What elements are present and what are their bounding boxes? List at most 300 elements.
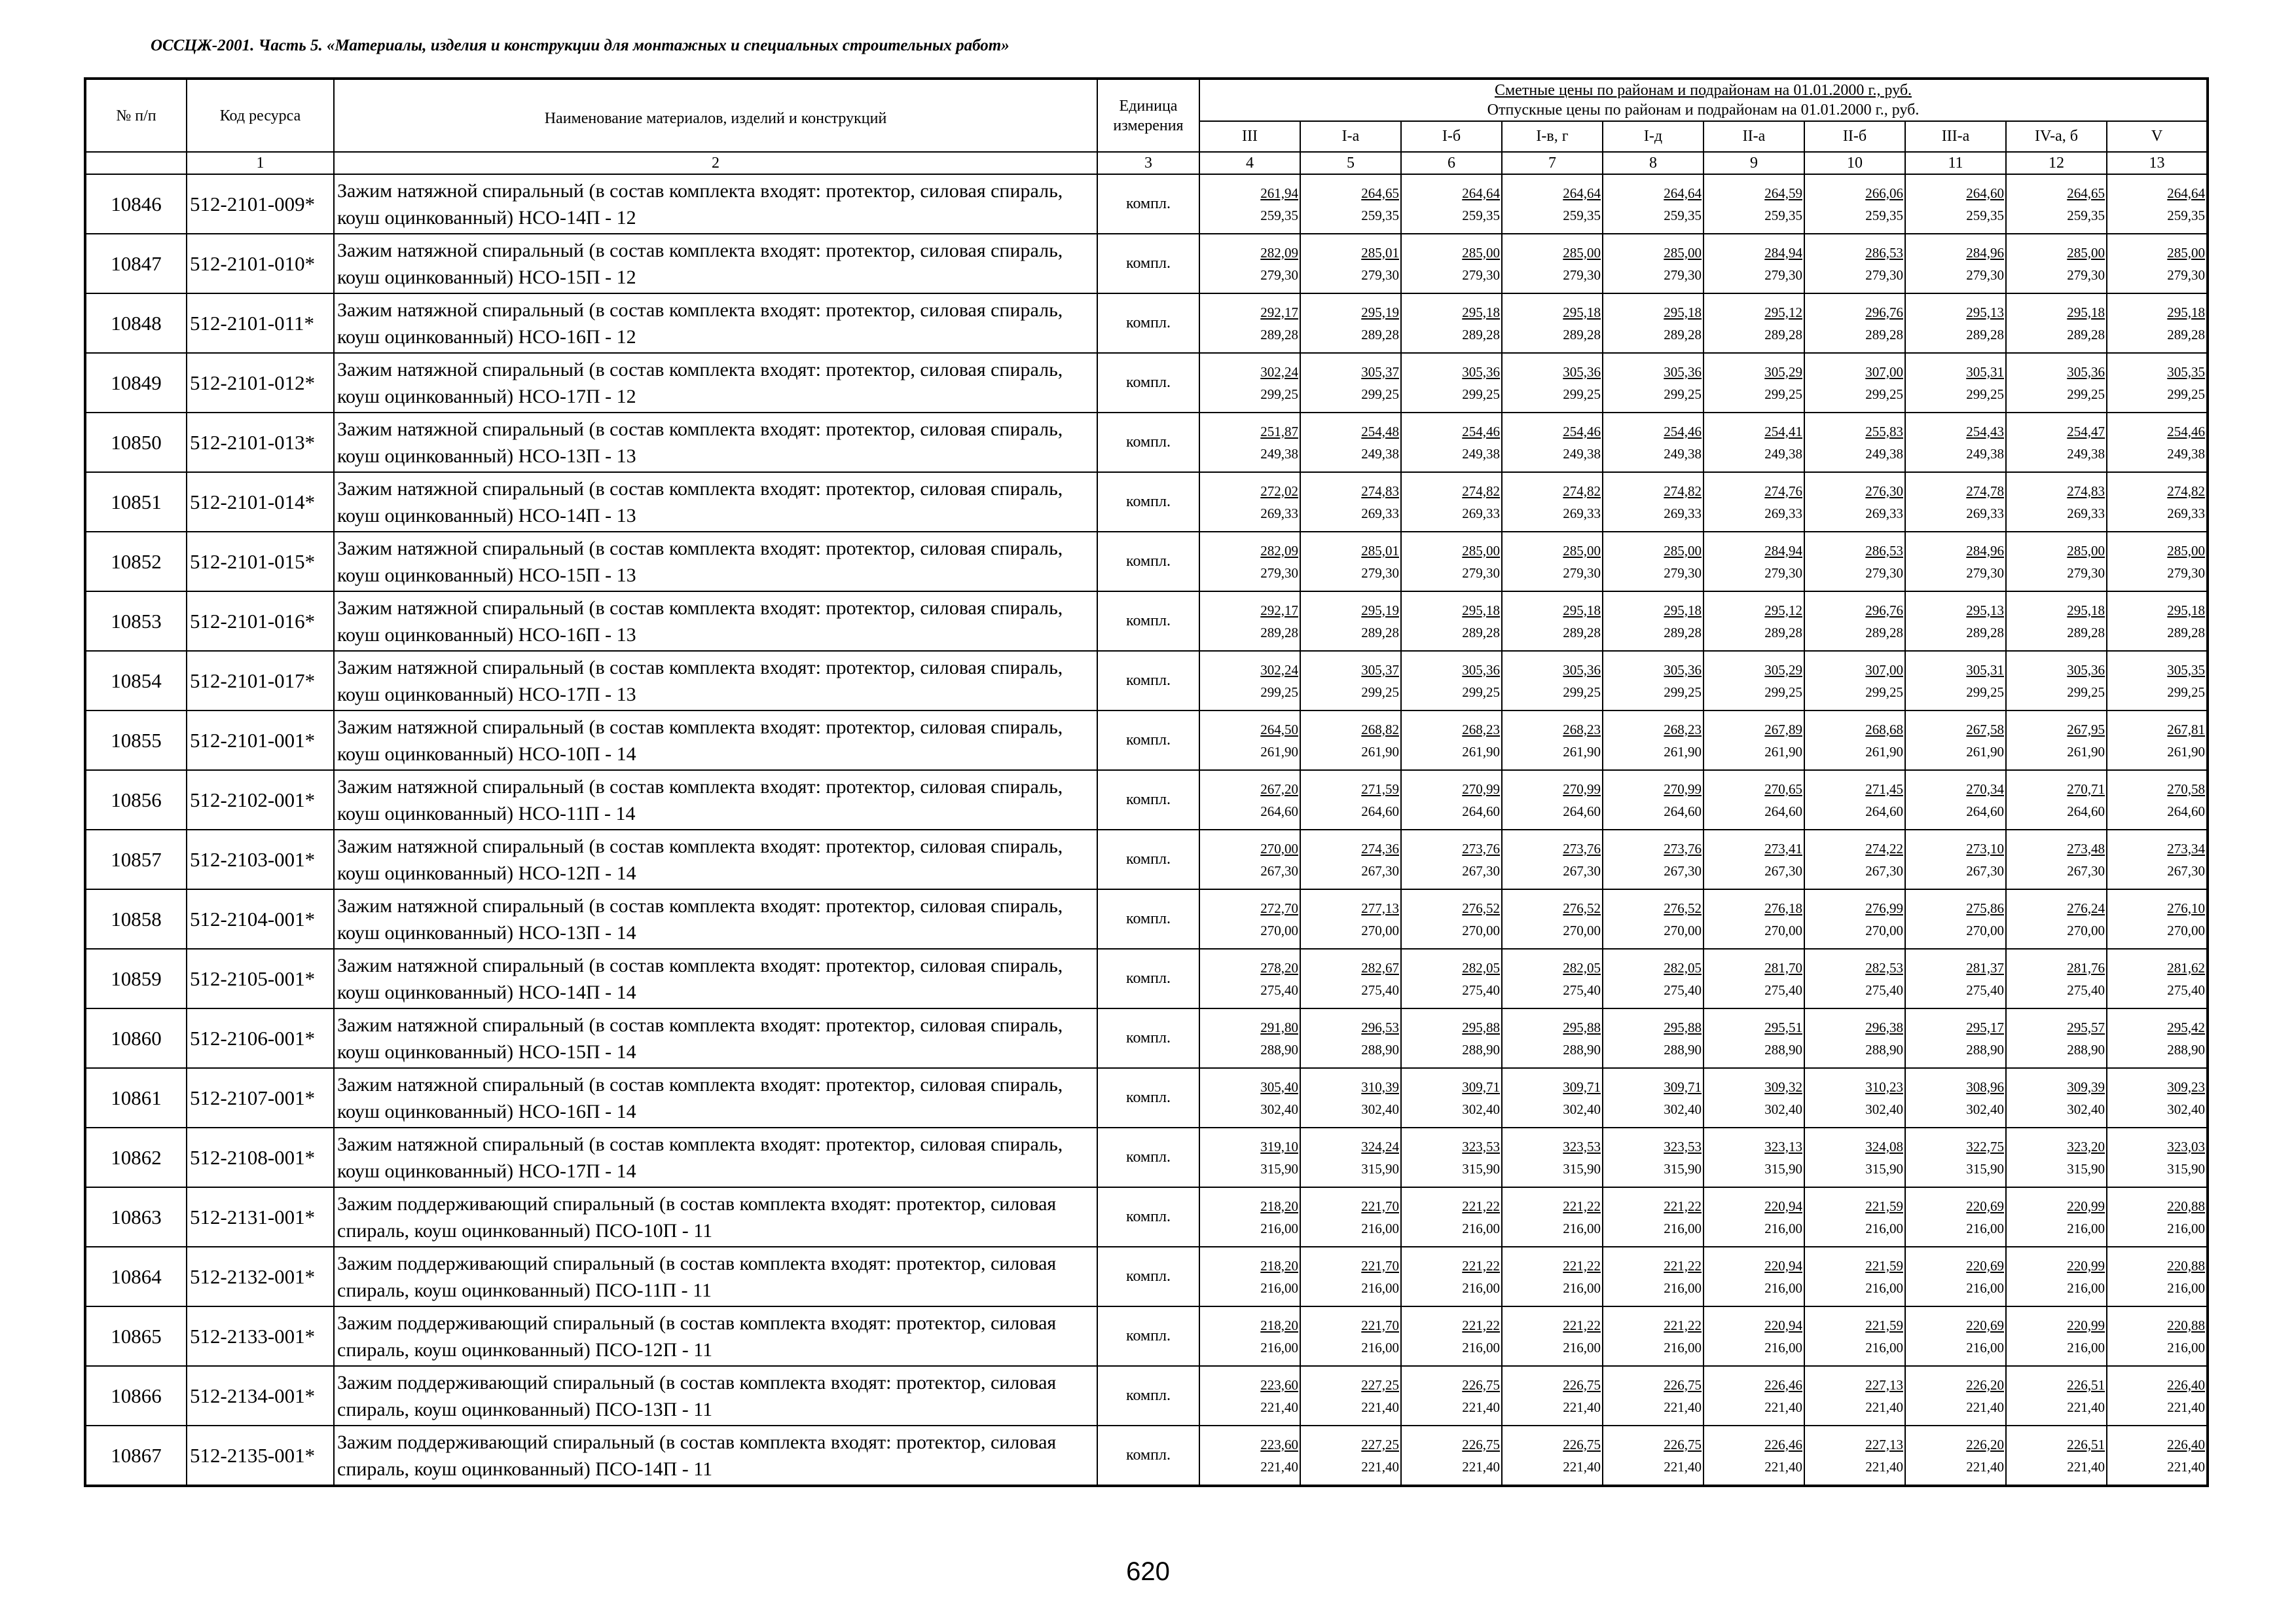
price-cell	[1199, 1366, 1300, 1426]
price-cell	[1603, 889, 1704, 949]
price-cell	[1603, 353, 1704, 413]
price-cell	[1502, 1366, 1603, 1426]
unit-of-measure: компл.	[1097, 710, 1199, 770]
price-cell	[1300, 1128, 1401, 1187]
estimated-price: 284,96	[1966, 244, 2004, 261]
estimated-price: 324,24	[1361, 1138, 1399, 1154]
estimated-price: 305,36	[1664, 363, 1702, 380]
estimated-price: 295,18	[1462, 304, 1500, 320]
estimated-price: 220,69	[1966, 1198, 2004, 1214]
price-cell	[2006, 1008, 2107, 1068]
price-cell	[1704, 1128, 1804, 1187]
price-cell	[1401, 174, 1502, 234]
price-cell	[1804, 830, 1905, 889]
row-number: 10858	[85, 889, 187, 949]
estimated-price: 220,94	[1764, 1317, 1802, 1333]
unit-of-measure: компл.	[1097, 1247, 1199, 1306]
release-price: 221,40	[1966, 1399, 2004, 1415]
price-cell	[1704, 591, 1804, 651]
column-number: 1	[187, 152, 334, 174]
resource-code: 512-2101-009*	[187, 174, 334, 234]
price-cell	[1603, 1008, 1704, 1068]
release-price: 261,90	[1664, 743, 1702, 760]
price-cell	[1905, 889, 2006, 949]
estimated-price: 295,42	[2167, 1019, 2206, 1035]
unit-of-measure: компл.	[1097, 1426, 1199, 1486]
estimated-price: 218,20	[1260, 1257, 1298, 1274]
price-cell	[2006, 1247, 2107, 1306]
resource-code: 512-2132-001*	[187, 1247, 334, 1306]
price-cell	[1704, 234, 1804, 293]
unit-of-measure: компл.	[1097, 1366, 1199, 1426]
release-price: 221,40	[1260, 1458, 1298, 1475]
release-price: 249,38	[1563, 445, 1601, 462]
document-header: ОССЦЖ-2001. Часть 5. «Материалы, изделия и конструкции для монтажных и специальных строительных работ»	[151, 37, 1010, 54]
estimated-price: 319,10	[1260, 1138, 1298, 1154]
price-cell	[1199, 1128, 1300, 1187]
price-cell	[1300, 889, 1401, 949]
release-price: 269,33	[1462, 505, 1500, 521]
release-price: 249,38	[1966, 445, 2004, 462]
release-price: 216,00	[1361, 1280, 1399, 1296]
material-name: Зажим натяжной спиральный (в состав комплекта входят: протектор, силовая спираль, коуш оцинкованный) НСО-11П - 14	[334, 770, 1097, 830]
release-price: 289,28	[2067, 624, 2105, 640]
release-price: 221,40	[1764, 1399, 1802, 1415]
estimated-price: 220,94	[1764, 1198, 1802, 1214]
estimated-price: 309,71	[1563, 1079, 1601, 1095]
release-price: 279,30	[1361, 564, 1399, 581]
resource-code: 512-2106-001*	[187, 1008, 334, 1068]
release-price: 267,30	[1462, 862, 1500, 879]
price-cell	[2006, 1366, 2107, 1426]
estimated-price: 310,39	[1361, 1079, 1399, 1095]
release-price: 288,90	[1361, 1041, 1399, 1058]
price-cell	[1603, 830, 1704, 889]
material-name: Зажим натяжной спиральный (в состав комплекта входят: протектор, силовая спираль, коуш оцинкованный) НСО-17П - 12	[334, 353, 1097, 413]
estimated-price: 221,22	[1462, 1198, 1500, 1214]
estimated-price: 227,13	[1865, 1376, 1903, 1393]
table-row	[85, 830, 2208, 889]
estimated-price: 295,18	[2167, 602, 2206, 618]
estimated-price: 273,34	[2167, 840, 2206, 857]
unit-of-measure: компл.	[1097, 413, 1199, 472]
table-row	[85, 949, 2208, 1008]
estimated-price: 264,64	[1462, 185, 1500, 201]
estimated-price: 226,51	[2067, 1376, 2105, 1393]
header-prices	[1199, 79, 2208, 121]
release-price: 299,25	[1260, 386, 1298, 402]
estimated-price: 254,46	[1664, 423, 1702, 439]
price-cell	[1603, 532, 1704, 591]
release-price: 275,40	[1764, 982, 1802, 998]
release-price: 299,25	[2167, 684, 2206, 700]
price-cell	[1603, 710, 1704, 770]
estimated-price: 295,12	[1764, 602, 1802, 618]
estimated-price: 221,70	[1361, 1257, 1399, 1274]
release-price: 267,30	[1764, 862, 1802, 879]
estimated-price: 218,20	[1260, 1198, 1298, 1214]
price-cell	[2006, 591, 2107, 651]
price-cell	[2107, 293, 2208, 353]
release-price: 275,40	[1664, 982, 1702, 998]
price-cell	[1905, 532, 2006, 591]
estimated-price: 221,22	[1664, 1317, 1702, 1333]
resource-code: 512-2105-001*	[187, 949, 334, 1008]
price-cell	[2006, 949, 2107, 1008]
release-price: 221,40	[1361, 1458, 1399, 1475]
table-row	[85, 1426, 2208, 1486]
estimated-price: 274,83	[1361, 483, 1399, 499]
price-cell	[1704, 1068, 1804, 1128]
estimated-price: 295,12	[1764, 304, 1802, 320]
region-header: III-а	[1905, 121, 2006, 152]
release-price: 279,30	[2067, 564, 2105, 581]
price-cell	[1300, 770, 1401, 830]
price-cell	[1905, 591, 2006, 651]
release-price: 261,90	[1260, 743, 1298, 760]
region-header: II-а	[1704, 121, 1804, 152]
release-price: 269,33	[2067, 505, 2105, 521]
estimated-price: 220,88	[2167, 1198, 2206, 1214]
row-number: 10864	[85, 1247, 187, 1306]
resource-code: 512-2101-012*	[187, 353, 334, 413]
resource-code: 512-2134-001*	[187, 1366, 334, 1426]
estimated-price: 295,57	[2067, 1019, 2105, 1035]
region-header: IV-а, б	[2006, 121, 2107, 152]
release-price: 216,00	[1563, 1280, 1601, 1296]
price-cell	[1603, 1128, 1704, 1187]
release-price: 299,25	[1361, 386, 1399, 402]
price-cell	[1401, 293, 1502, 353]
release-price: 216,00	[1260, 1220, 1298, 1236]
estimated-price: 267,81	[2167, 721, 2206, 737]
row-number: 10854	[85, 651, 187, 710]
release-price: 299,25	[1966, 386, 2004, 402]
estimated-price: 264,59	[1764, 185, 1802, 201]
release-price: 279,30	[1966, 564, 2004, 581]
price-cell	[1704, 1366, 1804, 1426]
price-cell	[1502, 1068, 1603, 1128]
release-price: 288,90	[1664, 1041, 1702, 1058]
estimated-price: 295,18	[1664, 304, 1702, 320]
price-cell	[1300, 293, 1401, 353]
price-cell	[1804, 532, 1905, 591]
estimated-price: 295,18	[1664, 602, 1702, 618]
unit-of-measure: компл.	[1097, 1306, 1199, 1366]
estimated-price: 221,22	[1563, 1198, 1601, 1214]
price-cell	[1502, 1306, 1603, 1366]
resource-code: 512-2133-001*	[187, 1306, 334, 1366]
estimated-price: 305,36	[2067, 661, 2105, 678]
estimated-price: 284,94	[1764, 542, 1802, 559]
release-price: 302,40	[1361, 1101, 1399, 1117]
release-price: 289,28	[1764, 326, 1802, 342]
estimated-price: 226,51	[2067, 1436, 2105, 1452]
price-cell	[1603, 472, 1704, 532]
estimated-price: 270,99	[1462, 781, 1500, 797]
estimated-price: 221,59	[1865, 1317, 1903, 1333]
estimated-price: 296,53	[1361, 1019, 1399, 1035]
price-cell	[2107, 1187, 2208, 1247]
unit-of-measure: компл.	[1097, 293, 1199, 353]
estimated-price: 285,00	[1563, 542, 1601, 559]
release-price: 216,00	[1966, 1280, 2004, 1296]
material-name: Зажим натяжной спиральный (в состав комплекта входят: протектор, силовая спираль, коуш оцинкованный) НСО-14П - 13	[334, 472, 1097, 532]
unit-of-measure: компл.	[1097, 174, 1199, 234]
unit-of-measure: компл.	[1097, 591, 1199, 651]
release-price: 267,30	[1260, 862, 1298, 879]
release-price: 216,00	[2067, 1339, 2105, 1356]
estimated-price: 220,69	[1966, 1317, 2004, 1333]
estimated-price: 305,36	[1664, 661, 1702, 678]
release-price: 216,00	[1361, 1220, 1399, 1236]
row-number: 10867	[85, 1426, 187, 1486]
unit-of-measure: компл.	[1097, 651, 1199, 710]
estimated-price: 226,20	[1966, 1436, 2004, 1452]
release-price: 249,38	[2067, 445, 2105, 462]
estimated-price: 276,10	[2167, 900, 2206, 916]
column-number: 9	[1704, 152, 1804, 174]
header-release-prices: Отпускные цены по районам и подрайонам на 01.01.2000 г., руб.	[1487, 101, 1920, 119]
estimated-price: 295,18	[1563, 304, 1601, 320]
estimated-price: 309,23	[2167, 1079, 2206, 1095]
estimated-price: 274,82	[1462, 483, 1500, 499]
price-cell	[1905, 949, 2006, 1008]
release-price: 289,28	[1563, 624, 1601, 640]
release-price: 299,25	[1664, 684, 1702, 700]
price-cell	[1603, 1187, 1704, 1247]
release-price: 275,40	[2167, 982, 2206, 998]
estimated-price: 221,22	[1462, 1257, 1500, 1274]
price-cell	[2107, 770, 2208, 830]
price-cell	[2006, 830, 2107, 889]
estimated-price: 254,48	[1361, 423, 1399, 439]
release-price: 302,40	[2067, 1101, 2105, 1117]
release-price: 302,40	[1764, 1101, 1802, 1117]
release-price: 279,30	[1664, 564, 1702, 581]
row-number: 10863	[85, 1187, 187, 1247]
price-cell	[1804, 234, 1905, 293]
unit-of-measure: компл.	[1097, 1128, 1199, 1187]
price-cell	[2107, 830, 2208, 889]
estimated-price: 226,46	[1764, 1436, 1802, 1452]
release-price: 299,25	[1764, 386, 1802, 402]
estimated-price: 305,29	[1764, 363, 1802, 380]
release-price: 216,00	[1563, 1339, 1601, 1356]
material-name: Зажим натяжной спиральный (в состав комплекта входят: протектор, силовая спираль, коуш оцинкованный) НСО-10П - 14	[334, 710, 1097, 770]
release-price: 221,40	[1764, 1458, 1802, 1475]
price-cell	[2107, 1128, 2208, 1187]
price-cell	[1300, 591, 1401, 651]
unit-of-measure: компл.	[1097, 532, 1199, 591]
row-number: 10861	[85, 1068, 187, 1128]
row-number: 10856	[85, 770, 187, 830]
price-cell	[1199, 889, 1300, 949]
release-price: 302,40	[1563, 1101, 1601, 1117]
price-cell	[2107, 710, 2208, 770]
price-cell	[2006, 710, 2107, 770]
estimated-price: 281,70	[1764, 959, 1802, 976]
estimated-price: 271,59	[1361, 781, 1399, 797]
estimated-price: 282,09	[1260, 542, 1298, 559]
release-price: 269,33	[1865, 505, 1903, 521]
estimated-price: 268,68	[1865, 721, 1903, 737]
estimated-price: 295,19	[1361, 304, 1399, 320]
resource-code: 512-2101-013*	[187, 413, 334, 472]
estimated-price: 221,22	[1563, 1257, 1601, 1274]
release-price: 279,30	[1462, 267, 1500, 283]
release-price: 249,38	[1462, 445, 1500, 462]
release-price: 216,00	[1865, 1220, 1903, 1236]
release-price: 270,00	[1462, 922, 1500, 938]
price-cell	[1603, 1247, 1704, 1306]
release-price: 216,00	[1966, 1220, 2004, 1236]
release-price: 299,25	[1361, 684, 1399, 700]
price-cell	[1502, 949, 1603, 1008]
resource-code: 512-2104-001*	[187, 889, 334, 949]
release-price: 261,90	[1865, 743, 1903, 760]
table-body	[85, 174, 2208, 1486]
price-cell	[2006, 413, 2107, 472]
price-cell	[1905, 830, 2006, 889]
estimated-price: 254,47	[2067, 423, 2105, 439]
release-price: 275,40	[1462, 982, 1500, 998]
row-number: 10865	[85, 1306, 187, 1366]
release-price: 259,35	[1462, 207, 1500, 223]
estimated-price: 274,78	[1966, 483, 2004, 499]
estimated-price: 272,02	[1260, 483, 1298, 499]
price-cell	[1704, 1306, 1804, 1366]
release-price: 261,90	[1764, 743, 1802, 760]
price-cell	[1502, 1128, 1603, 1187]
estimated-price: 270,34	[1966, 781, 2004, 797]
price-cell	[2006, 353, 2107, 413]
price-cell	[1804, 293, 1905, 353]
region-header: III	[1199, 121, 1300, 152]
estimated-price: 270,71	[2067, 781, 2105, 797]
release-price: 216,00	[1462, 1280, 1500, 1296]
estimated-price: 322,75	[1966, 1138, 2004, 1154]
price-cell	[2006, 293, 2107, 353]
price-cell	[1603, 651, 1704, 710]
estimated-price: 264,60	[1966, 185, 2004, 201]
release-price: 289,28	[1361, 326, 1399, 342]
estimated-price: 307,00	[1865, 363, 1903, 380]
price-cell	[1704, 949, 1804, 1008]
release-price: 216,00	[1764, 1280, 1802, 1296]
estimated-price: 264,65	[1361, 185, 1399, 201]
release-price: 299,25	[2067, 684, 2105, 700]
price-cell	[1502, 353, 1603, 413]
estimated-price: 324,08	[1865, 1138, 1903, 1154]
release-price: 259,35	[2167, 207, 2206, 223]
estimated-price: 221,22	[1664, 1257, 1702, 1274]
price-cell	[1804, 1068, 1905, 1128]
release-price: 221,40	[1260, 1399, 1298, 1415]
release-price: 216,00	[1664, 1220, 1702, 1236]
table-row	[85, 770, 2208, 830]
estimated-price: 285,00	[2067, 542, 2105, 559]
table-row	[85, 472, 2208, 532]
estimated-price: 271,45	[1865, 781, 1903, 797]
estimated-price: 274,82	[1563, 483, 1601, 499]
material-name: Зажим натяжной спиральный (в состав комплекта входят: протектор, силовая спираль, коуш оцинкованный) НСО-15П - 12	[334, 234, 1097, 293]
price-cell	[1704, 770, 1804, 830]
release-price: 261,90	[1462, 743, 1500, 760]
price-cell	[1199, 1187, 1300, 1247]
column-number: 12	[2006, 152, 2107, 174]
estimated-price: 282,05	[1664, 959, 1702, 976]
release-price: 302,40	[1664, 1101, 1702, 1117]
row-number: 10851	[85, 472, 187, 532]
price-cell	[1704, 1008, 1804, 1068]
estimated-price: 274,22	[1865, 840, 1903, 857]
price-cell	[1502, 293, 1603, 353]
release-price: 289,28	[1966, 326, 2004, 342]
price-cell	[1804, 591, 1905, 651]
price-cell	[1199, 353, 1300, 413]
release-price: 299,25	[1563, 386, 1601, 402]
price-cell	[1401, 1008, 1502, 1068]
estimated-price: 295,88	[1664, 1019, 1702, 1035]
estimated-price: 264,64	[1664, 185, 1702, 201]
price-cell	[1804, 472, 1905, 532]
release-price: 275,40	[1361, 982, 1399, 998]
estimated-price: 276,52	[1563, 900, 1601, 916]
price-cell	[1401, 1366, 1502, 1426]
release-price: 216,00	[1462, 1220, 1500, 1236]
release-price: 279,30	[1563, 267, 1601, 283]
estimated-price: 267,20	[1260, 781, 1298, 797]
resource-code: 512-2103-001*	[187, 830, 334, 889]
price-cell	[1401, 1426, 1502, 1486]
estimated-price: 285,00	[1563, 244, 1601, 261]
table-row	[85, 174, 2208, 234]
release-price: 264,60	[1462, 803, 1500, 819]
estimated-price: 323,03	[2167, 1138, 2206, 1154]
unit-of-measure: компл.	[1097, 949, 1199, 1008]
estimated-price: 282,09	[1260, 244, 1298, 261]
release-price: 289,28	[2067, 326, 2105, 342]
release-price: 288,90	[2167, 1041, 2206, 1058]
release-price: 249,38	[1664, 445, 1702, 462]
price-cell	[1502, 591, 1603, 651]
estimated-price: 226,75	[1563, 1376, 1601, 1393]
resource-code: 512-2107-001*	[187, 1068, 334, 1128]
estimated-price: 268,23	[1563, 721, 1601, 737]
estimated-price: 295,18	[2167, 304, 2206, 320]
estimated-price: 254,46	[2167, 423, 2206, 439]
release-price: 315,90	[1865, 1160, 1903, 1177]
region-header: V	[2107, 121, 2208, 152]
release-price: 315,90	[2067, 1160, 2105, 1177]
table-row	[85, 293, 2208, 353]
release-price: 259,35	[1764, 207, 1802, 223]
price-cell	[1401, 591, 1502, 651]
release-price: 279,30	[2167, 267, 2206, 283]
release-price: 279,30	[1260, 564, 1298, 581]
price-cell	[1603, 949, 1704, 1008]
price-cell	[2006, 1068, 2107, 1128]
estimated-price: 274,76	[1764, 483, 1802, 499]
price-cell	[1502, 651, 1603, 710]
price-cell	[1502, 413, 1603, 472]
price-cell	[1804, 353, 1905, 413]
release-price: 289,28	[1865, 624, 1903, 640]
release-price: 221,40	[2067, 1399, 2105, 1415]
column-number: 4	[1199, 152, 1300, 174]
price-cell	[1502, 234, 1603, 293]
